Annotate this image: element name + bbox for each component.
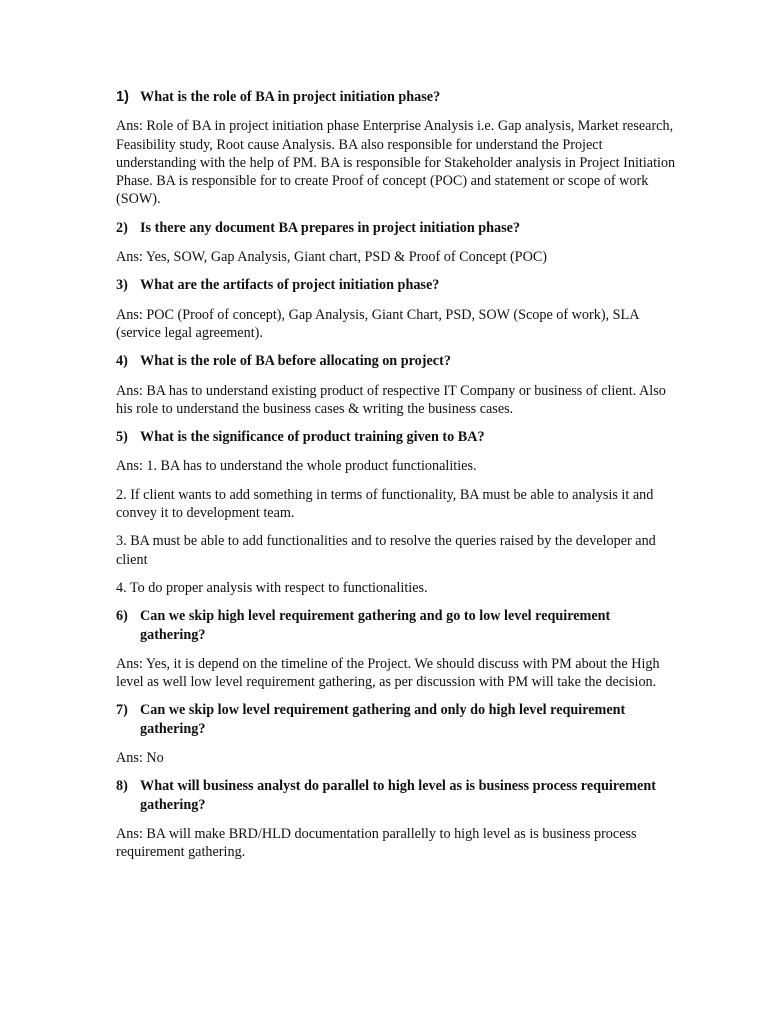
question-1 <box>116 88 676 106</box>
question-number: 3) <box>116 277 128 294</box>
question-text: Can we skip high level requirement gathering and go to low level requirement gathering? <box>140 608 611 643</box>
question-2 <box>116 219 676 237</box>
question-number: 5) <box>116 429 128 446</box>
answer-paragraph: Ans: POC (Proof of concept), Gap Analysis, Giant Chart, PSD, SOW (Scope of work), SLA (service legal agreement). <box>116 306 639 341</box>
answer-paragraph: Ans: No <box>116 750 164 767</box>
question-text: What is the role of BA before allocating on project? <box>140 353 451 370</box>
answer-paragraph: Ans: 1. BA has to understand the whole product functionalities. <box>116 458 477 475</box>
question-text: Is there any document BA prepares in project initiation phase? <box>140 219 521 236</box>
question-text: What are the artifacts of project initiation phase? <box>140 277 440 294</box>
question-number: 7) <box>116 702 128 719</box>
question-3 <box>116 276 676 294</box>
question-text: What is the role of BA in project initiation phase? <box>140 89 441 105</box>
answer-paragraph: 4. To do proper analysis with respect to functionalities. <box>116 579 428 596</box>
question-number: 6) <box>116 608 128 625</box>
question-text: Can we skip low level requirement gathering and only do high level requirement gathering? <box>140 702 626 737</box>
answer-paragraph: Ans: BA has to understand existing product of respective IT Company or business of client. Also his role to understand the business cases & writing the business cases. <box>116 382 666 417</box>
question-number: 4) <box>116 353 128 370</box>
question-text: What is the significance of product training given to BA? <box>140 429 485 446</box>
answer-paragraph: Ans: BA will make BRD/HLD documentation parallelly to high level as is business process requirement gathering. <box>116 825 637 861</box>
answer-paragraph: 3. BA must be able to add functionalities and to resolve the queries raised by the developer and client <box>116 533 656 568</box>
answer-paragraph: Ans: Role of BA in project initiation phase Enterprise Analysis i.e. Gap analysis, Market research, Feasibility study, Root cause Analysis. BA also responsible for understand the Project understanding with the help of PM. BA is responsible for Stakeholder analysis in Project Initiation Phase. BA is responsible for to create Proof of concept (POC) and statement or scope of work (SOW). <box>116 118 676 208</box>
question-8 <box>116 777 676 814</box>
answer-paragraph: Ans: Yes, it is depend on the timeline of the Project. We should discuss with PM about the High level as well low level requirement gathering, as per discussion with PM will take the decision. <box>116 655 660 691</box>
question-5 <box>116 428 676 446</box>
question-number: 8) <box>116 778 128 795</box>
document-content <box>116 88 676 862</box>
answer-paragraph: 2. If client wants to add something in terms of functionality, BA must be able to analysis it and convey it to development team. <box>116 486 654 522</box>
question-text: What will business analyst do parallel to high level as is business process requirement gathering? <box>140 778 656 813</box>
question-number: 2) <box>116 219 128 236</box>
question-4 <box>116 352 676 370</box>
question-7 <box>116 701 676 738</box>
question-number: 1) <box>116 89 129 105</box>
question-6 <box>116 607 676 644</box>
answer-paragraph: Ans: Yes, SOW, Gap Analysis, Giant chart, PSD & Proof of Concept (POC) <box>116 249 548 266</box>
